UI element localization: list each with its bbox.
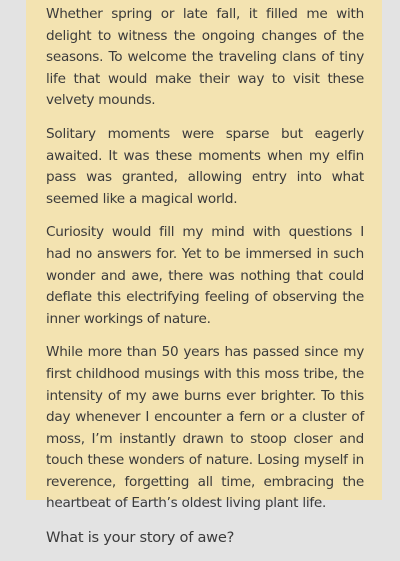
paragraph-curiosity: Curiosity would fill my mind with questions I had no answers for. Yet to be immersed in such wonder and awe, there was nothing that could deflate this electrifying feeling of observing the inner workings of nature. <box>46 224 364 327</box>
paragraph-seasons: Whether spring or late fall, it filled me with delight to witness the ongoing changes of the seasons. To welcome the traveling clans of tiny life that would make their way to visit these velvety mounds. <box>46 6 364 109</box>
paragraph-solitary-moments: Solitary moments were sparse but eagerly awaited. It was these moments when my elfin pass was granted, allowing entry into what seemed like a magical world. <box>46 125 364 207</box>
story-text <box>46 4 364 561</box>
closing-question: What is your story of awe? <box>46 529 235 547</box>
paragraph-moss-tribe: While more than 50 years has passed since my first childhood musings with this moss tribe, the intensity of my awe burns ever brighter. To this day whenever I encounter a fern or a cluster of moss, I’m instantly drawn to stoop closer and touch these wonders of nature. Losing myself in reverence, forgetting all time, embracing the heartbeat of Earth’s oldest living plant life. <box>46 344 364 512</box>
story-page <box>26 0 382 547</box>
